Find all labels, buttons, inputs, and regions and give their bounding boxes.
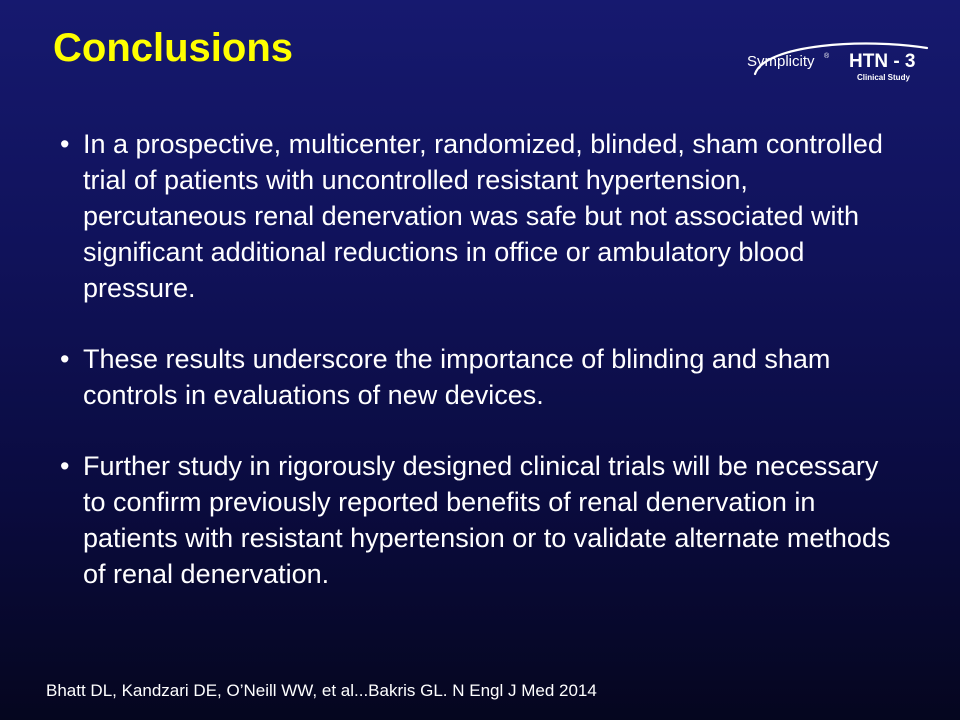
conclusion-bullet	[60, 448, 900, 592]
bullet-text: These results underscore the importance of blinding and sham controls in evaluations of new devices.	[83, 344, 831, 410]
citation: Bhatt DL, Kandzari DE, O’Neill WW, et al...Bakris GL. N Engl J Med 2014	[46, 681, 597, 700]
conclusion-list	[60, 126, 900, 627]
logo-study: HTN - 3	[849, 51, 916, 72]
symplicity-htn3-logo	[745, 40, 935, 102]
bullet-text: In a prospective, multicenter, randomized, blinded, sham controlled trial of patients with uncontrolled resistant hypertension, percutaneous renal denervation was safe but not associated with significant additional reductions in office or ambulatory blood pressure.	[83, 129, 883, 303]
logo-trademark: ®	[824, 53, 830, 60]
bullet-marker: •	[60, 129, 70, 159]
conclusion-bullet	[60, 341, 900, 413]
logo-subtitle: Clinical Study	[857, 73, 910, 82]
bullet-text: Further study in rigorously designed clinical trials will be necessary to confirm previously reported benefits of renal denervation in patients with resistant hypertension or to validate alternate methods of renal denervation.	[83, 451, 891, 589]
logo-brand: Symplicity	[747, 53, 815, 70]
slide-title: Conclusions	[53, 26, 294, 70]
bullet-marker: •	[60, 451, 70, 481]
conclusion-bullet	[60, 126, 900, 306]
bullet-marker: •	[60, 344, 70, 374]
